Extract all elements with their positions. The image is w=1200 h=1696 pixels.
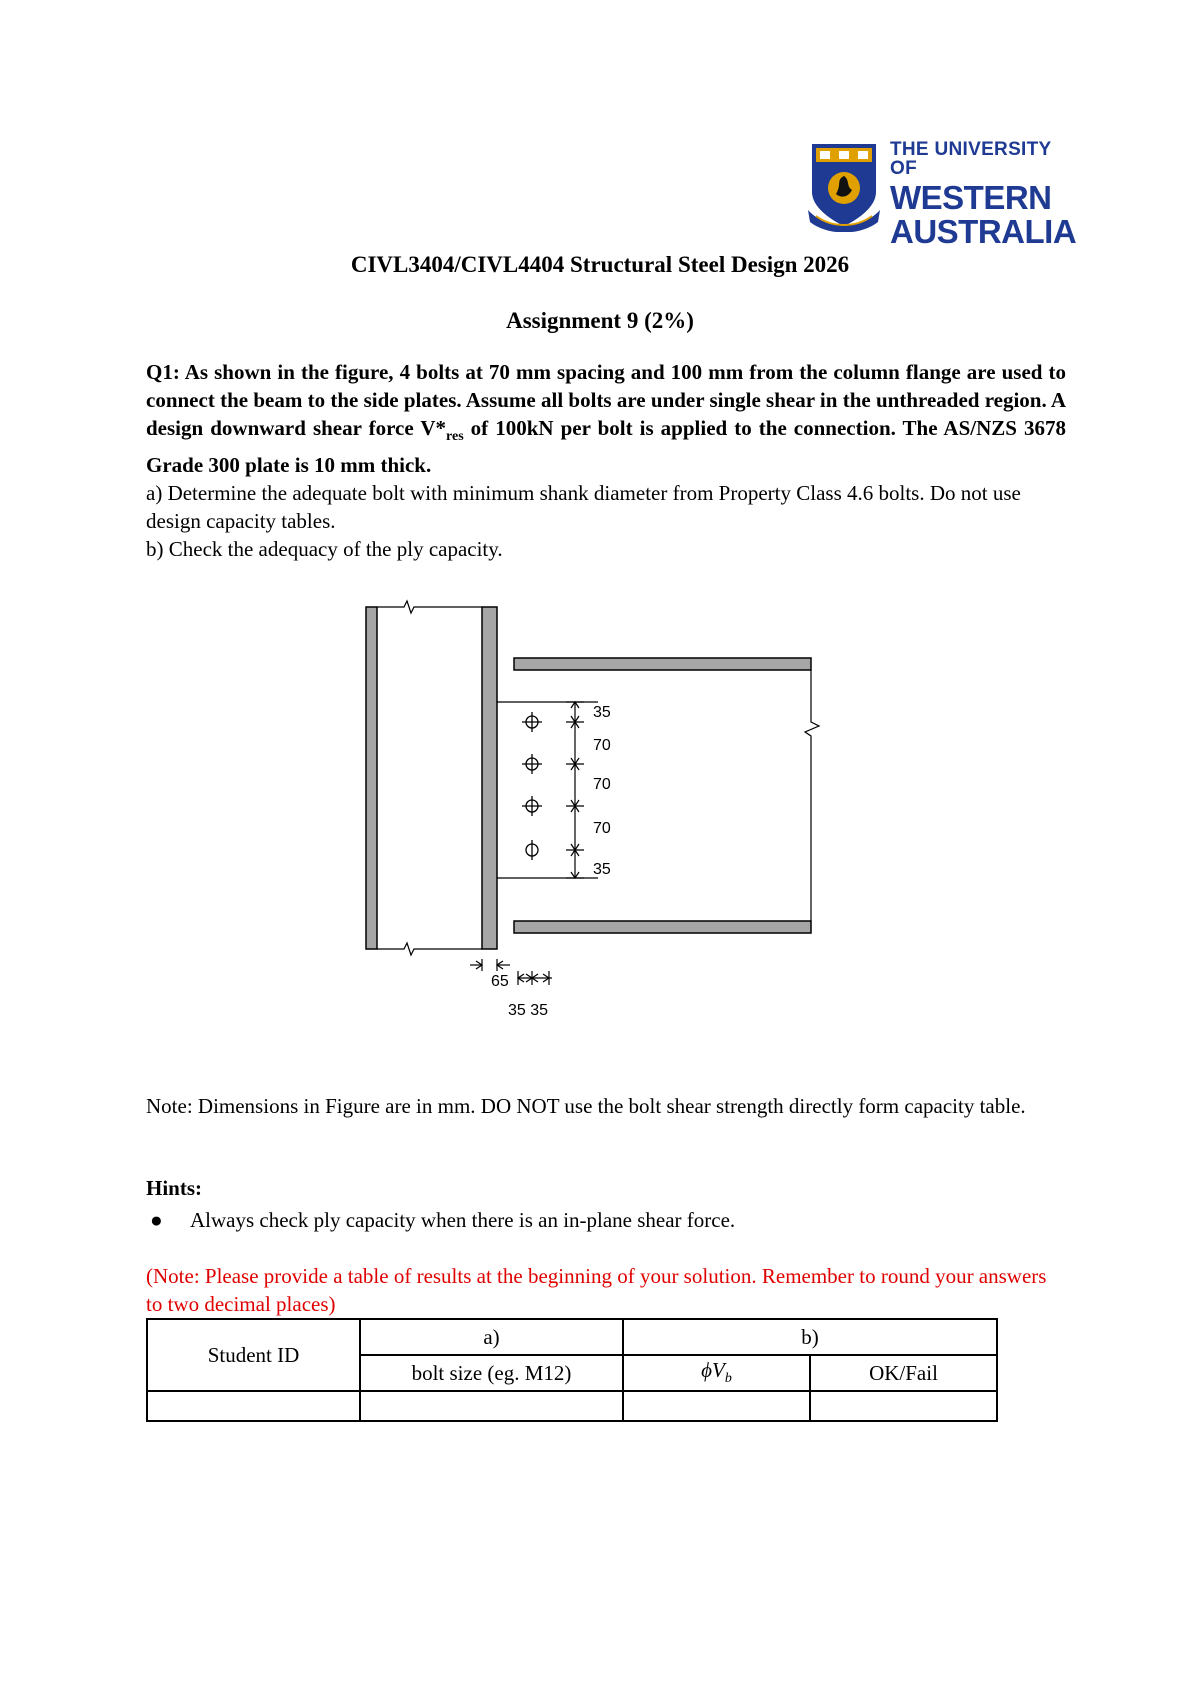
dim-label-1: 35	[593, 704, 611, 721]
university-logo	[806, 139, 1077, 250]
ok-fail-cell[interactable]	[810, 1391, 997, 1421]
bolt-size-header: bolt size (eg. M12)	[360, 1355, 623, 1391]
column-flange-right	[482, 607, 497, 949]
beam-flange-top	[514, 658, 811, 670]
question-1	[146, 358, 1066, 563]
bolt-size-cell[interactable]	[360, 1391, 623, 1421]
bolt-2	[522, 754, 542, 774]
dim-label-5: 35	[593, 861, 611, 878]
column-break-top	[377, 601, 482, 613]
logo-line-3: AUSTRALIA	[890, 213, 1077, 250]
logo-wordmark	[890, 140, 1076, 248]
logo-line-1: THE UNIVERSITY OF	[890, 139, 1052, 179]
phi-vb-cell[interactable]	[623, 1391, 810, 1421]
bolts	[522, 712, 542, 860]
question-1-statement	[146, 358, 1066, 479]
hints-heading: Hints:	[146, 1176, 203, 1200]
vertical-dimension-line	[566, 702, 584, 878]
results-note: (Note: Please provide a table of results at the beginning of your solution. Remember to round your answers to two decimal places)	[146, 1264, 1047, 1316]
student-id-cell[interactable]	[147, 1391, 360, 1421]
bullet-icon: ●	[150, 1208, 163, 1232]
ok-fail-header: OK/Fail	[810, 1355, 997, 1391]
part-a-header: a)	[360, 1319, 623, 1355]
bolt-4	[526, 840, 538, 860]
bolt-1	[522, 712, 542, 732]
phi-vb-symbol: ϕV	[701, 1358, 725, 1383]
dim-label-65: 65	[491, 973, 509, 990]
document-title: CIVL3404/CIVL4404 Structural Steel Design 2026	[350, 252, 850, 277]
beam-break	[805, 670, 819, 921]
shear-force-subscript: res	[446, 429, 464, 445]
bolt-3	[522, 796, 542, 816]
hint-item: Always check ply capacity when there is an in-plane shear force.	[190, 1208, 736, 1232]
question-part-a: a) Determine the adequate bolt with minimum shank diameter from Property Class 4.6 bolts. Do not use design capacity tables.	[146, 481, 1021, 534]
question-part-b: b) Check the adequacy of the ply capacity.	[146, 537, 503, 562]
assignment-title: Assignment 9 (2%)	[506, 308, 694, 333]
phi-vb-header	[623, 1355, 810, 1391]
logo-line-2: WESTERN	[890, 179, 1052, 216]
crest-icon	[806, 140, 882, 232]
column-break-bottom	[377, 943, 482, 955]
dim-label-3: 70	[593, 776, 611, 793]
question-1-text-start: Q1: As shown in the figure, 4 bolts at 70 mm spacing and 100 mm from the column flange are used to connect the beam to the side plates. Assume all bolts are under single shear in the unthreaded region. A design downward shear force V*	[146, 360, 1066, 440]
dimension-note: Note: Dimensions in Figure are in mm. DO NOT use the bolt shear strength directly form capacity table.	[146, 1094, 1026, 1118]
student-id-header: Student ID	[147, 1319, 360, 1391]
beam-flange-bottom	[514, 921, 811, 933]
dim-label-4: 70	[593, 820, 611, 837]
phi-vb-subscript: b	[724, 1371, 732, 1387]
results-table	[146, 1318, 998, 1422]
connection-figure	[360, 598, 850, 1028]
dim-label-35-35: 35 35	[508, 1002, 549, 1019]
question-1-text-end: of 100kN per bolt is applied to the connection. The AS/NZS 3678 Grade 300 plate is 10 mm thick.	[146, 416, 1066, 478]
part-b-header: b)	[623, 1319, 997, 1355]
column-flange-left	[366, 607, 377, 949]
horizontal-dimension-line	[470, 959, 552, 985]
dim-label-2: 70	[593, 737, 611, 754]
